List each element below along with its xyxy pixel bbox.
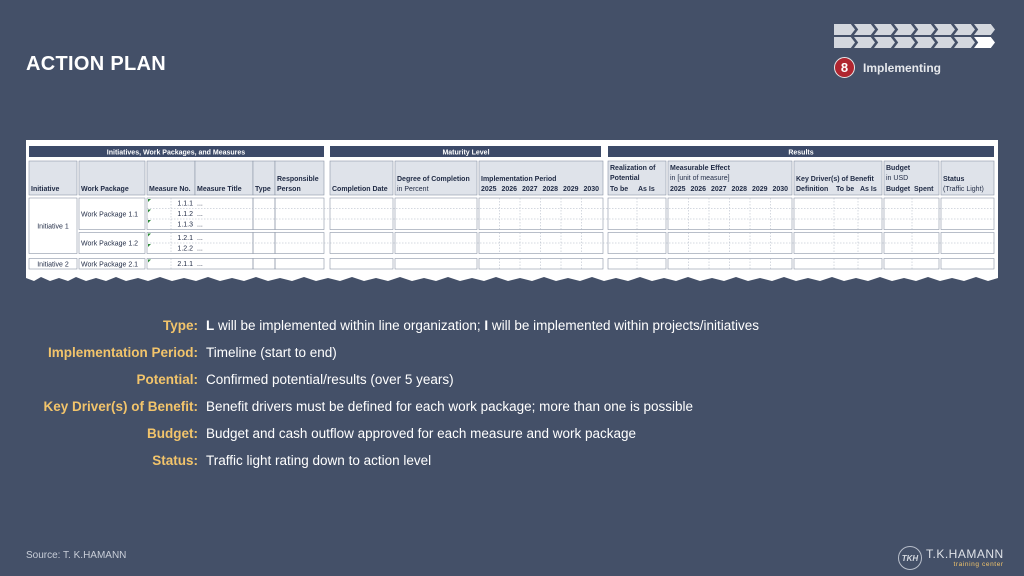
process-step-4 [894, 24, 915, 35]
col-spent: Spent [914, 186, 934, 193]
process-step-5 [914, 24, 935, 35]
process-step-8 [974, 24, 995, 35]
torn-edge [26, 277, 998, 281]
col-degree-2: in Percent [397, 186, 429, 193]
impl-year-2029: 2029 [563, 186, 579, 193]
legend-value-status: Traffic light rating down to action level [206, 453, 432, 468]
measure-no: 1.1.3 [177, 221, 193, 229]
measure-no: 1.2.1 [177, 235, 193, 242]
table-cell [330, 259, 393, 270]
legend-key-implementation-period: Implementation Period: [47, 345, 198, 360]
legend-value-key-drivers: Benefit drivers must be defined for each work package; more than one is possible [206, 399, 694, 414]
table-cell [668, 259, 792, 270]
col-status-2: (Traffic Light) [943, 186, 984, 193]
page-title: ACTION PLAN [26, 53, 166, 75]
col-responsible-2: Person [277, 186, 301, 193]
group-header-maturity: Maturity Level [442, 149, 490, 157]
process-step-2 [854, 24, 875, 35]
legend-key-status: Status: [152, 453, 198, 468]
process-chevrons-bottom [834, 37, 994, 48]
col-responsible-1: Responsible [277, 176, 319, 183]
work-package-name: Work Package 1.1 [81, 211, 139, 219]
logo-name: T.K.HAMANN [926, 546, 1004, 561]
col-type: Type [255, 186, 271, 193]
company-logo [898, 546, 1004, 570]
col-realization-to-be: To be [610, 186, 629, 193]
process-substep-7 [954, 37, 975, 48]
measure-no: 1.1.2 [177, 211, 193, 218]
process-step-3 [874, 24, 895, 35]
legend-key-budget: Budget: [147, 426, 198, 441]
cell-marker-icon [148, 244, 151, 247]
process-substep-6 [934, 37, 955, 48]
stage-label: Implementing [863, 60, 942, 75]
process-chevrons-top [834, 24, 994, 35]
legend-key-key-drivers: Key Driver(s) of Benefit: [43, 399, 198, 414]
initiative-name: Initiative 2 [37, 261, 69, 269]
legend-row-status [0, 453, 1024, 473]
measure-title-placeholder: ... [197, 200, 203, 208]
process-step-7 [954, 24, 975, 35]
measure-title-placeholder: ... [197, 245, 203, 253]
col-measurable-1: Measurable Effect [670, 165, 730, 172]
measure-title-placeholder: ... [197, 235, 203, 242]
cell-marker-icon [148, 210, 151, 213]
col-measure-no: Measure No. [149, 186, 191, 193]
process-substep-1 [834, 37, 855, 48]
table-cell [668, 198, 792, 230]
legend-type-i: I [484, 318, 489, 333]
table-cell [395, 198, 477, 230]
legend-key-potential: Potential: [136, 372, 198, 387]
col-status-1: Status [943, 176, 965, 183]
col-impl-period: Implementation Period [481, 176, 557, 183]
col-key-to-be: To be [836, 186, 855, 193]
table-cell [941, 259, 994, 270]
logo-text [926, 548, 1004, 569]
impl-year-2026: 2026 [501, 186, 518, 193]
table-cell [275, 259, 324, 270]
col-key-drivers: Key Driver(s) of Benefit [796, 176, 874, 183]
col-initiative: Initiative [31, 186, 60, 193]
measure-no: 1.1.1 [177, 200, 193, 208]
logo-tagline: training center [953, 560, 1004, 568]
measurable-year-2027: 2027 [711, 186, 727, 193]
col-measurable-2: in [unit of measure] [670, 175, 730, 182]
measure-title-placeholder: ... [197, 221, 203, 229]
legend-key-type: Type: [162, 318, 198, 333]
measurable-year-2029: 2029 [752, 186, 768, 193]
col-definition: Definition [796, 186, 829, 193]
impl-year-2030: 2030 [583, 186, 600, 193]
table-body [29, 198, 994, 269]
table-cell [479, 198, 603, 230]
stage-indicator [834, 57, 941, 78]
legend-value-budget: Budget and cash outflow approved for each measure and work package [206, 426, 637, 441]
work-package-name: Work Package 1.2 [81, 240, 139, 248]
col-measure-title: Measure Title [197, 186, 242, 193]
col-key-as-is: As Is [860, 186, 877, 193]
table-cell [794, 259, 882, 270]
col-budget-2: in USD [886, 175, 909, 182]
table-cell [330, 198, 393, 230]
legend-type-l-text: will be implemented within line organization; [214, 318, 485, 333]
process-substep-8-active [974, 37, 995, 48]
col-realization-2: Potential [610, 175, 640, 182]
col-completion-date: Completion Date [332, 186, 388, 193]
table-cell [941, 198, 994, 230]
impl-year-2025: 2025 [481, 186, 497, 193]
process-step-1 [834, 24, 855, 35]
table-cell [794, 198, 882, 230]
measurable-year-2025: 2025 [670, 186, 686, 193]
col-budget-1: Budget [886, 165, 911, 172]
group-header-initiatives: Initiatives, Work Packages, and Measures [106, 149, 246, 157]
table-cell [884, 259, 939, 270]
measurable-year-2030: 2030 [772, 186, 789, 193]
legend-row-key-drivers [0, 399, 1024, 419]
measure-title-placeholder: ... [197, 261, 203, 268]
table-cell [253, 259, 275, 270]
legend-type-l: L [206, 318, 215, 333]
table-cell [275, 198, 324, 230]
measure-title-placeholder: ... [197, 211, 203, 218]
source-note: Source: T. K.HAMANN [26, 550, 127, 561]
process-substep-4 [894, 37, 915, 48]
measure-no: 1.2.2 [177, 245, 193, 253]
col-degree-1: Degree of Completion [397, 176, 470, 183]
legend-value-type [206, 318, 759, 333]
col-realization-1: Realization of [610, 165, 656, 172]
legend-row-budget [0, 426, 1024, 446]
process-chevron-bar [834, 24, 1002, 50]
process-substep-2 [854, 37, 875, 48]
process-substep-5 [914, 37, 935, 48]
cell-marker-icon [148, 220, 151, 223]
cell-marker-icon [148, 199, 151, 202]
col-realization-as-is: As Is [638, 186, 655, 193]
process-step-6 [934, 24, 955, 35]
initiative-name: Initiative 1 [37, 223, 69, 231]
legend-value-implementation-period: Timeline (start to end) [206, 345, 337, 360]
cell-marker-icon [148, 234, 151, 237]
legend-row-implementation-period [0, 345, 1024, 365]
legend-row-type [0, 318, 1024, 338]
legend-type-i-text: will be implemented within projects/initiatives [488, 318, 760, 333]
group-header-results: Results [788, 149, 814, 157]
table-cell [608, 259, 666, 270]
cell-marker-icon [148, 260, 151, 263]
table-cell [253, 198, 275, 230]
logo-mark-icon: TKH [898, 546, 922, 570]
stage-number-badge: 8 [834, 57, 855, 78]
process-substep-3 [874, 37, 895, 48]
table-cell [884, 198, 939, 230]
table-cell [395, 259, 477, 270]
legend-value-potential: Confirmed potential/results (over 5 years) [206, 372, 454, 387]
impl-year-2027: 2027 [522, 186, 538, 193]
measure-no: 2.1.1 [177, 261, 193, 268]
col-work-package: Work Package [81, 186, 129, 193]
action-plan-table-graphic [26, 140, 998, 281]
measurable-year-2026: 2026 [690, 186, 707, 193]
table-cell [479, 259, 603, 270]
work-package-name: Work Package 2.1 [81, 261, 139, 269]
legend-row-potential [0, 372, 1024, 392]
action-plan-table [26, 140, 998, 281]
col-budget: Budget [886, 186, 911, 193]
impl-year-2028: 2028 [542, 186, 559, 193]
measurable-year-2028: 2028 [731, 186, 748, 193]
